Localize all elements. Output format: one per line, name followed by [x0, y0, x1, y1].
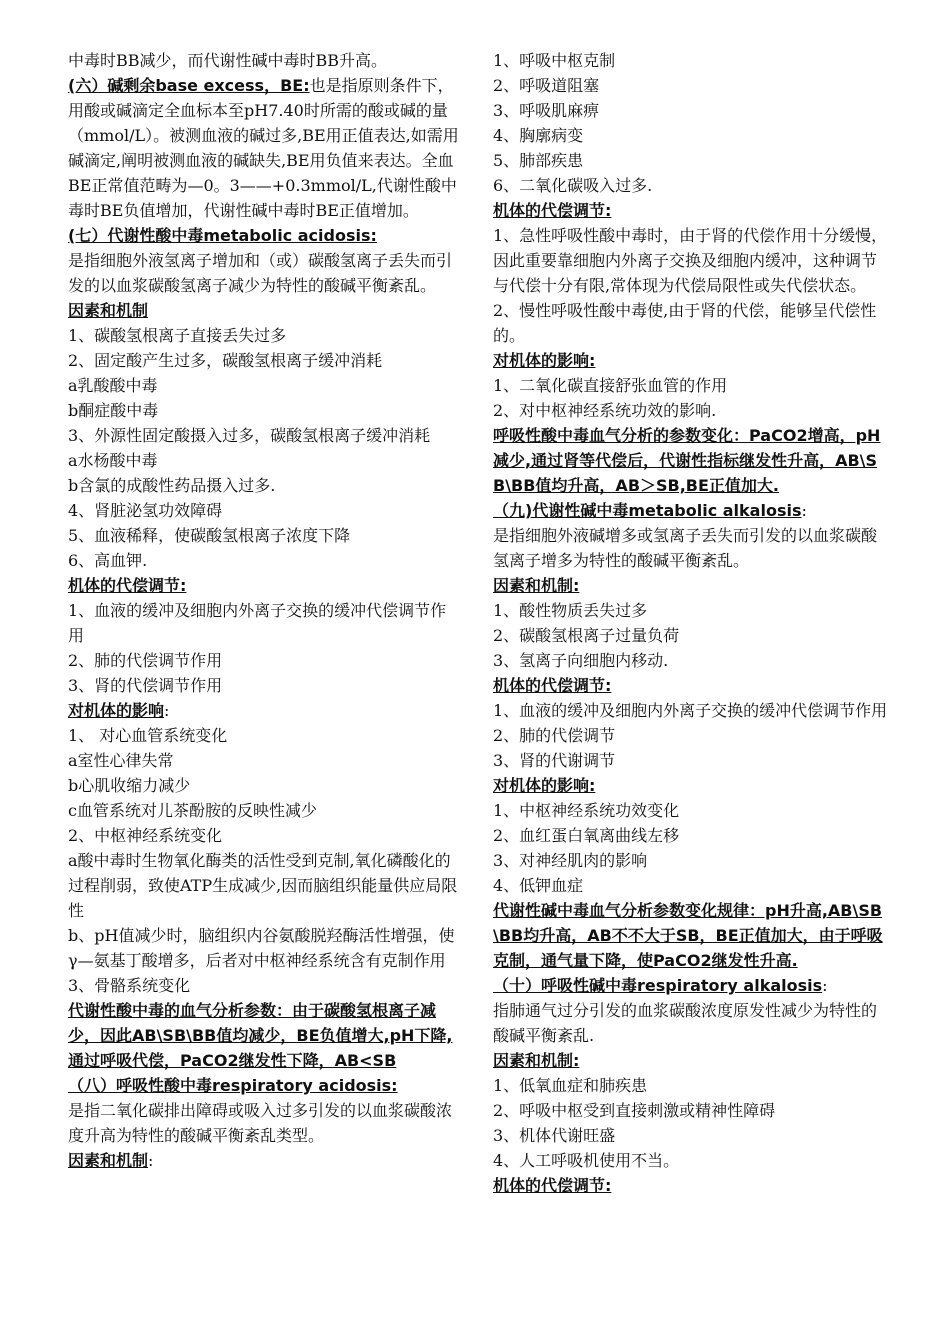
section-heading: [493, 198, 889, 223]
section-heading: [68, 298, 460, 323]
paragraph-text: b、pH值减少时，脑组织内谷氨酸脱羟酶活性增强，使γ—氨基丁酸增多，后者对中枢神经系统含有克制作用: [68, 926, 455, 970]
paragraph-text: 2、呼吸中枢受到直接刺激或精神性障碍: [493, 1101, 776, 1120]
paragraph-text: 是指二氧化碳排出障碍或吸入过多引发的以血浆碳酸浓度升高为特性的酸碱平衡紊乱类型。: [68, 1101, 453, 1145]
left-column: [68, 48, 460, 1173]
paragraph: [68, 323, 460, 348]
paragraph: [68, 923, 460, 973]
section-heading: [493, 1173, 889, 1198]
paragraph: [68, 523, 460, 548]
paragraph-text: 1、二氧化碳直接舒张血管的作用: [493, 376, 728, 395]
heading-text: 因素和机制: [68, 301, 149, 320]
heading-text: 机体的代偿调节:: [68, 576, 187, 595]
section-heading: [68, 573, 460, 598]
section-heading: [493, 973, 889, 998]
section-heading: [493, 573, 889, 598]
heading-text: 对机体的影响: [68, 701, 165, 720]
paragraph-text: 4、胸廓病变: [493, 126, 584, 145]
paragraph: [68, 548, 460, 573]
paragraph-text: 3、对神经肌肉的影响: [493, 851, 648, 870]
heading-text: 对机体的影响:: [493, 351, 596, 370]
paragraph: [493, 698, 889, 723]
paragraph: [68, 848, 460, 923]
paragraph: [68, 673, 460, 698]
paragraph-text: 指肺通气过分引发的血浆碳酸浓度原发性减少为特性的酸碱平衡紊乱.: [493, 1001, 878, 1045]
paragraph: [493, 298, 889, 348]
paragraph-text: 2、呼吸道阻塞: [493, 76, 600, 95]
heading-text: (七）代谢性酸中毒metabolic acidosis:: [68, 226, 377, 245]
paragraph: [493, 798, 889, 823]
paragraph-text: 1、急性呼吸性酸中毒时，由于肾的代偿作用十分缓慢，因此重要靠细胞内外离子交换及细胞内缓冲，这种调节与代偿十分有限,常体现为代偿局限性或失代偿状态。: [493, 226, 888, 295]
heading-text: 因素和机制: [68, 1151, 149, 1170]
paragraph-text: 2、慢性呼吸性酸中毒使,由于肾的代偿，能够呈代偿性的。: [493, 301, 877, 345]
paragraph-text: 5、肺部疾患: [493, 151, 584, 170]
section-heading: [68, 1073, 460, 1098]
heading-text: 代谢性酸中毒的血气分析参数：由于碳酸氢根离子减少，因此AB\SB\BB值均减少，BE负值增大,pH下降,通过呼吸代偿，PaCO2继发性下降，AB<SB: [68, 1001, 453, 1070]
paragraph: [493, 373, 889, 398]
heading-text: 代谢性碱中毒血气分析参数变化规律：pH升高,AB\SB\BB均升高，AB不不大于SB，BE正值加大，由于呼吸克制，通气量下降，使PaCO2继发性升高.: [493, 901, 883, 970]
section-heading: [68, 698, 460, 723]
heading-text: 机体的代偿调节:: [493, 1176, 612, 1195]
paragraph: [493, 1123, 889, 1148]
paragraph: [493, 598, 889, 623]
paragraph-text: 2、对中枢神经系统功效的影响.: [493, 401, 717, 420]
paragraph-text: 2、固定酸产生过多，碳酸氢根离子缓冲消耗: [68, 351, 383, 370]
paragraph: [493, 73, 889, 98]
paragraph: [493, 823, 889, 848]
heading-text: 呼吸性酸中毒血气分析的参数变化：PaCO2增高，pH减少,通过肾等代偿后，代谢性指标继发性升高，AB\SB\BB值均升高，AB＞SB,BE正值加大.: [493, 426, 881, 495]
paragraph-text: 是指细胞外液氢离子增加和（或）碳酸氢离子丢失而引发的以血浆碳酸氢离子减少为特性的酸碱平衡紊乱。: [68, 251, 453, 295]
paragraph-text: 2、肺的代偿调节: [493, 726, 616, 745]
paragraph: [68, 723, 460, 748]
section-heading: [493, 673, 889, 698]
paragraph: [493, 123, 889, 148]
section-heading: [68, 223, 460, 248]
paragraph: [493, 998, 889, 1048]
section-heading: [493, 1048, 889, 1073]
paragraph-tail-text: :: [148, 1151, 154, 1170]
paragraph: [68, 598, 460, 648]
paragraph-text: 1、呼吸中枢克制: [493, 51, 616, 70]
section-heading: [68, 73, 460, 223]
paragraph: [493, 748, 889, 773]
section-heading: [493, 498, 889, 523]
paragraph-text: 3、呼吸肌麻痹: [493, 101, 600, 120]
section-heading: [493, 773, 889, 798]
paragraph: [68, 798, 460, 823]
paragraph-tail-text: :: [164, 701, 170, 720]
paragraph: [493, 48, 889, 73]
paragraph-text: 1、血液的缓冲及细胞内外离子交换的缓冲代偿调节作用: [493, 701, 888, 720]
paragraph: [68, 648, 460, 673]
paragraph: [493, 648, 889, 673]
paragraph-text: b含氯的成酸性药品摄入过多.: [68, 476, 276, 495]
paragraph: [68, 423, 460, 448]
heading-text: （十）呼吸性碱中毒respiratory alkalosis: [493, 976, 823, 995]
paragraph: [493, 848, 889, 873]
paragraph-text: 中毒时BB减少，而代谢性碱中毒时BB升高。: [68, 51, 388, 70]
paragraph: [493, 523, 889, 573]
paragraph: [493, 623, 889, 648]
section-heading: [493, 423, 889, 498]
paragraph-text: b心肌收缩力减少: [68, 776, 191, 795]
paragraph-text: c血管系统对儿茶酚胺的反映性减少: [68, 801, 317, 820]
paragraph-text: b酮症酸中毒: [68, 401, 159, 420]
paragraph: [493, 1148, 889, 1173]
paragraph-text: 4、肾脏泌氢功效障碍: [68, 501, 223, 520]
heading-text: 因素和机制:: [493, 576, 580, 595]
paragraph: [493, 1098, 889, 1123]
section-heading: [493, 348, 889, 373]
paragraph-text: 3、氢离子向细胞内移动.: [493, 651, 669, 670]
paragraph: [68, 773, 460, 798]
paragraph-tail-text: :: [801, 501, 807, 520]
paragraph: [68, 348, 460, 373]
paragraph-tail-text: 也是指原则条件下，用酸或碱滴定全血标本至pH7.40时所需的酸或碱的量（mmol/L）。被测血液的碱过多,BE用正值表达,如需用碱滴定,阐明被测血液的碱缺失,BE用负值来表达。全血BE正常值范畴为—0。3——+0.3mmol/L,代谢性酸中毒时BE负值增加，代谢性碱中毒时BE正值增加。: [68, 76, 459, 220]
paragraph-text: a酸中毒时生物氧化酶类的活性受到克制,氧化磷酸化的过程削弱，致使ATP生成减少,因而脑组织能量供应局限性: [68, 851, 458, 920]
paragraph-text: 1、中枢神经系统功效变化: [493, 801, 680, 820]
heading-text: 机体的代偿调节:: [493, 676, 612, 695]
paragraph: [493, 723, 889, 748]
paragraph-text: 3、肾的代谢调节: [493, 751, 616, 770]
paragraph: [68, 973, 460, 998]
paragraph: [68, 823, 460, 848]
paragraph: [493, 1073, 889, 1098]
paragraph-text: 2、碳酸氢根离子过量负荷: [493, 626, 680, 645]
paragraph-text: 1、碳酸氢根离子直接丢失过多: [68, 326, 287, 345]
section-heading: [493, 898, 889, 973]
paragraph: [493, 398, 889, 423]
paragraph: [493, 148, 889, 173]
paragraph-text: 1、血液的缓冲及细胞内外离子交换的缓冲代偿调节作用: [68, 601, 447, 645]
paragraph: [68, 448, 460, 473]
paragraph-text: 是指细胞外液碱增多或氢离子丢失而引发的以血浆碳酸氢离子增多为特性的酸碱平衡紊乱。: [493, 526, 878, 570]
heading-text: （九)代谢性碱中毒metabolic alkalosis: [493, 501, 802, 520]
heading-text: （八）呼吸性酸中毒respiratory acidosis:: [68, 1076, 398, 1095]
heading-text: 机体的代偿调节:: [493, 201, 612, 220]
paragraph: [68, 1098, 460, 1148]
paragraph-text: a水杨酸中毒: [68, 451, 158, 470]
paragraph-text: 1、 对心血管系统变化: [68, 726, 228, 745]
paragraph: [68, 473, 460, 498]
paragraph: [68, 498, 460, 523]
paragraph: [68, 373, 460, 398]
paragraph-text: 6、高血钾.: [68, 551, 148, 570]
paragraph-text: a乳酸酸中毒: [68, 376, 158, 395]
paragraph: [493, 223, 889, 298]
paragraph-tail-text: :: [822, 976, 828, 995]
paragraph-text: 3、肾的代偿调节作用: [68, 676, 223, 695]
paragraph-text: 2、血红蛋白氧离曲线左移: [493, 826, 680, 845]
paragraph: [68, 48, 460, 73]
paragraph-text: 5、血液稀释，使碳酸氢根离子浓度下降: [68, 526, 351, 545]
paragraph: [493, 873, 889, 898]
right-column: [493, 48, 889, 1198]
section-heading: [68, 1148, 460, 1173]
paragraph: [68, 398, 460, 423]
paragraph-text: 6、二氧化碳吸入过多.: [493, 176, 653, 195]
paragraph-text: 2、肺的代偿调节作用: [68, 651, 223, 670]
paragraph: [68, 748, 460, 773]
heading-text: 因素和机制:: [493, 1051, 580, 1070]
heading-text: 对机体的影响:: [493, 776, 596, 795]
paragraph-text: 1、酸性物质丢失过多: [493, 601, 648, 620]
paragraph: [493, 173, 889, 198]
paragraph-text: 4、人工呼吸机使用不当。: [493, 1151, 680, 1170]
section-heading: [68, 998, 460, 1073]
paragraph-text: a室性心律失常: [68, 751, 174, 770]
paragraph: [68, 248, 460, 298]
heading-text: (六）碱剩余base excess，BE:: [68, 76, 310, 95]
paragraph-text: 3、骨骼系统变化: [68, 976, 191, 995]
paragraph-text: 3、机体代谢旺盛: [493, 1126, 616, 1145]
paragraph-text: 1、低氧血症和肺疾患: [493, 1076, 648, 1095]
paragraph-text: 4、低钾血症: [493, 876, 584, 895]
paragraph-text: 2、中枢神经系统变化: [68, 826, 223, 845]
paragraph: [493, 98, 889, 123]
paragraph-text: 3、外源性固定酸摄入过多，碳酸氢根离子缓冲消耗: [68, 426, 431, 445]
